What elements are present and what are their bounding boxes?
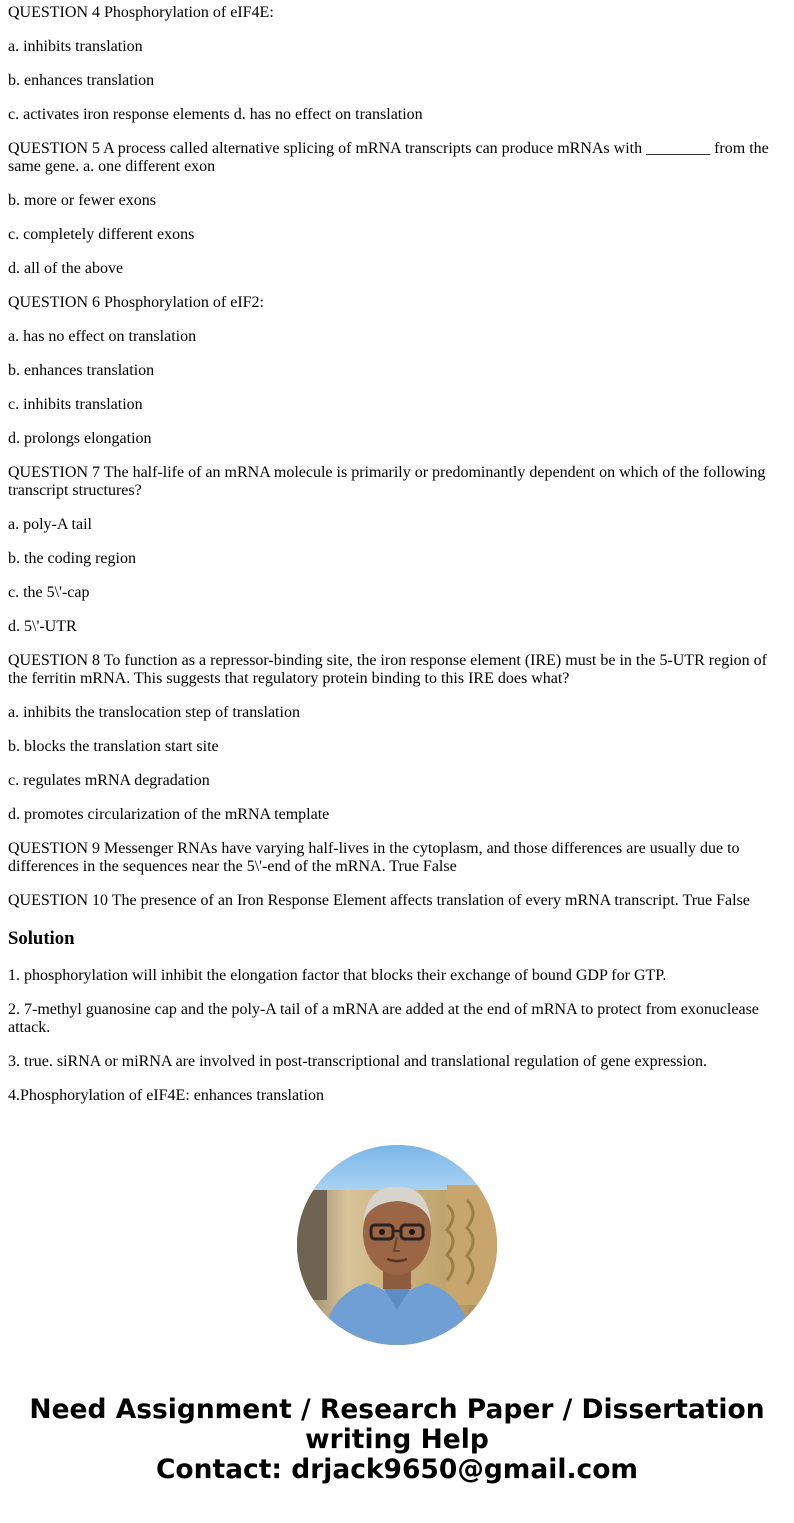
- question-7-stem: QUESTION 7 The half-life of an mRNA molecule is primarily or predominantly dependent on which of the following transcript structures?: [8, 464, 766, 499]
- question-4-option-b: b. enhances translation: [8, 72, 155, 89]
- question-6-option-a: a. has no effect on translation: [8, 328, 197, 345]
- question-5-option-b: b. more or fewer exons: [8, 192, 156, 209]
- question-8-option-d: d. promotes circularization of the mRNA template: [8, 806, 330, 823]
- question-8-option-a: a. inhibits the translocation step of translation: [8, 704, 300, 721]
- solution-paragraph-4: 4.Phosphorylation of eIF4E: enhances translation: [8, 1087, 324, 1104]
- question-7-option-a: a. poly-A tail: [8, 516, 92, 533]
- question-8-option-c: c. regulates mRNA degradation: [8, 772, 210, 789]
- solution-paragraph-3: 3. true. siRNA or miRNA are involved in post-transcriptional and translational regulation of gene expression.: [8, 1053, 707, 1070]
- promo-contact: Contact: drjack9650@gmail.com: [155, 1454, 639, 1485]
- promo-footer: [0, 1395, 794, 1485]
- question-10-stem: QUESTION 10 The presence of an Iron Response Element affects translation of every mRNA transcript. True False: [8, 892, 750, 909]
- question-6-stem: QUESTION 6 Phosphorylation of eIF2:: [8, 294, 264, 311]
- question-6-option-b: b. enhances translation: [8, 362, 155, 379]
- question-5-option-c: c. completely different exons: [8, 226, 195, 243]
- question-5-stem: QUESTION 5 A process called alternative splicing of mRNA transcripts can produce mRNAs with ________ from the same gene. a. one different exon: [8, 140, 769, 175]
- solution-heading: Solution: [8, 928, 75, 949]
- question-6-option-d: d. prolongs elongation: [8, 430, 152, 447]
- question-4-option-c: c. activates iron response elements d. has no effect on translation: [8, 106, 423, 123]
- author-photo-icon: [297, 1145, 497, 1345]
- question-7-option-b: b. the coding region: [8, 550, 136, 567]
- question-8-option-b: b. blocks the translation start site: [8, 738, 219, 755]
- question-4-option-a: a. inhibits translation: [8, 38, 143, 55]
- question-5-option-d: d. all of the above: [8, 260, 124, 277]
- question-9-stem: QUESTION 9 Messenger RNAs have varying half-lives in the cytoplasm, and those differences are usually due to differences in the sequences near the 5\'-end of the mRNA. True False: [8, 840, 740, 875]
- question-7-option-c: c. the 5\'-cap: [8, 584, 90, 601]
- author-photo-area: [0, 1145, 794, 1345]
- question-8-stem: QUESTION 8 To function as a repressor-binding site, the iron response element (IRE) must be in the 5-UTR region of the ferritin mRNA. This suggests that regulatory protein binding to this IRE does what?: [8, 652, 767, 687]
- solution-paragraph-1: 1. phosphorylation will inhibit the elongation factor that blocks their exchange of bound GDP for GTP.: [8, 967, 667, 984]
- author-photo: [297, 1145, 497, 1345]
- question-4-stem: QUESTION 4 Phosphorylation of eIF4E:: [8, 4, 274, 21]
- question-7-option-d: d. 5\'-UTR: [8, 618, 77, 635]
- solution-paragraph-2: 2. 7-methyl guanosine cap and the poly-A tail of a mRNA are added at the end of mRNA to protect from exonuclease attack.: [8, 1001, 759, 1036]
- question-6-option-c: c. inhibits translation: [8, 396, 143, 413]
- promo-headline: Need Assignment / Research Paper / Dissertation writing Help: [29, 1394, 765, 1455]
